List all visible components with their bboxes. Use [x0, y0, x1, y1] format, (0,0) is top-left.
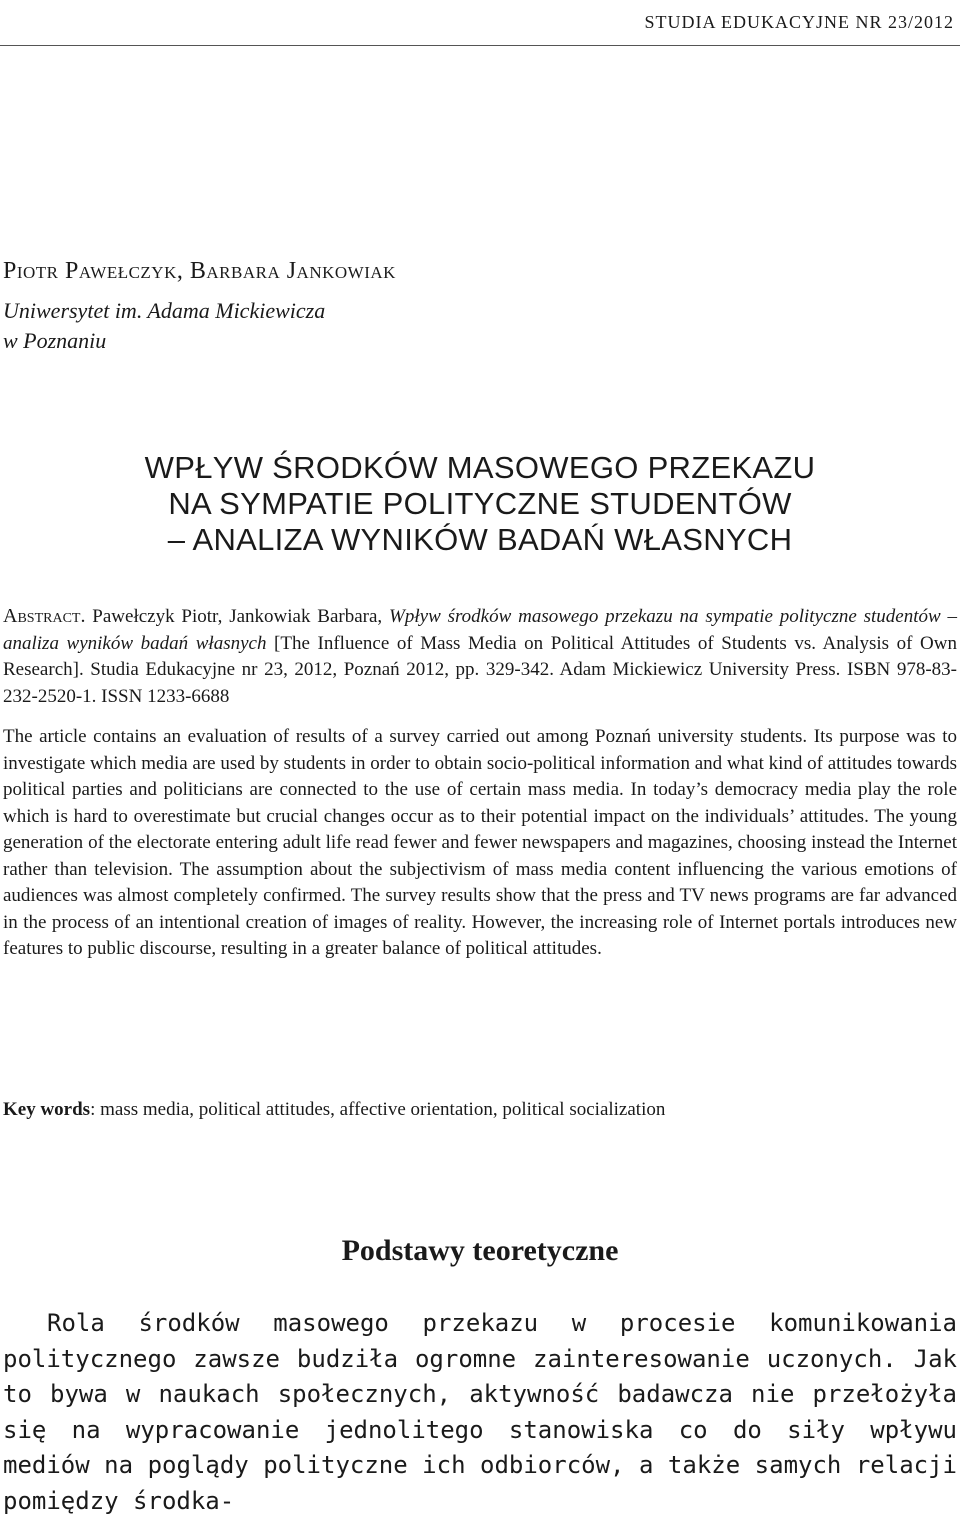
abstract [3, 603, 957, 963]
journal-header: STUDIA EDUKACYJNE NR 23/2012 [644, 12, 954, 32]
section-heading: Podstawy teoretyczne [341, 1234, 619, 1267]
abstract-body: The article contains an evaluation of results of a survey carried out among Poznań university students. Its purpose was to investigate which media are used by students in order to obtain socio-political information and what kind of attitudes towards political parties and politicians are connected to the use of certain mass media. In today’s democracy media play the role which is hard to overestimate but crucial changes occur as to their potential impact on the individuals’ attitudes. The young generation of the electorate entering adult life read fewer and fewer newspapers and magazines, choosing instead the Internet rather than television. The assumption about the subjectivism of mass media content influencing the various emotions of audiences was almost completely confirmed. The survey results show that the press and TV news programs are far advanced in the process of an intentional creation of images of reality. However, the increasing role of Internet portals introduces new features to public discourse, resulting in a greater balance of political attitudes. [3, 726, 957, 959]
keywords-text: : mass media, political attitudes, affective orientation, political socialization [90, 1099, 666, 1120]
affiliation-line-1: Uniwersytet im. Adama Mickiewicza [3, 298, 326, 323]
body-paragraph [3, 1306, 957, 1519]
abstract-citation [3, 603, 957, 710]
keywords-label: Key words [3, 1099, 91, 1120]
citation-rest: [The Influence of Mass Media on Political Attitudes of Students vs. Analysis of Own Research]. Studia Edukacyjne nr 23, 2012, Poznań 2012, pp. 329-342. Adam Mickiewicz University Press. ISBN 978-83-232-2520-1. ISSN 1233-6688 [3, 632, 957, 707]
authors: Piotr Pawełczyk, Barbara Jankowiak [3, 258, 396, 284]
affiliation-line-2: w Poznaniu [3, 328, 107, 353]
affiliation [3, 296, 325, 356]
title-line-1: WPŁYW ŚRODKÓW MASOWEGO PRZEKAZU [144, 450, 816, 485]
article-title [0, 450, 960, 558]
body-paragraph-text: Rola środków masowego przekazu w procesie komunikowania politycznego zawsze budziła ogromne zainteresowanie uczonych. Jak to bywa w naukach społecznych, aktywność badawcza nie przełożyła się na wypracowanie jednolitego stanowiska co do siły wpływu mediów na poglądy polityczne ich odbiorców, a także samych relacji pomiędzy środka- [3, 1309, 957, 1515]
citation-title: Wpływ środków masowego przekazu na sympatie polityczne studentów – analiza wyników badań własnych [3, 606, 958, 654]
title-line-3: – ANALIZA WYNIKÓW BADAŃ WŁASNYCH [167, 522, 793, 557]
abstract-label: Abstract. [3, 605, 86, 627]
title-line-2: NA SYMPATIE POLITYCZNE STUDENTÓW [168, 486, 792, 521]
citation-authors: Pawełczyk Piotr, Jankowiak Barbara, [85, 606, 390, 627]
keywords [3, 1097, 957, 1123]
header-rule [0, 45, 960, 46]
